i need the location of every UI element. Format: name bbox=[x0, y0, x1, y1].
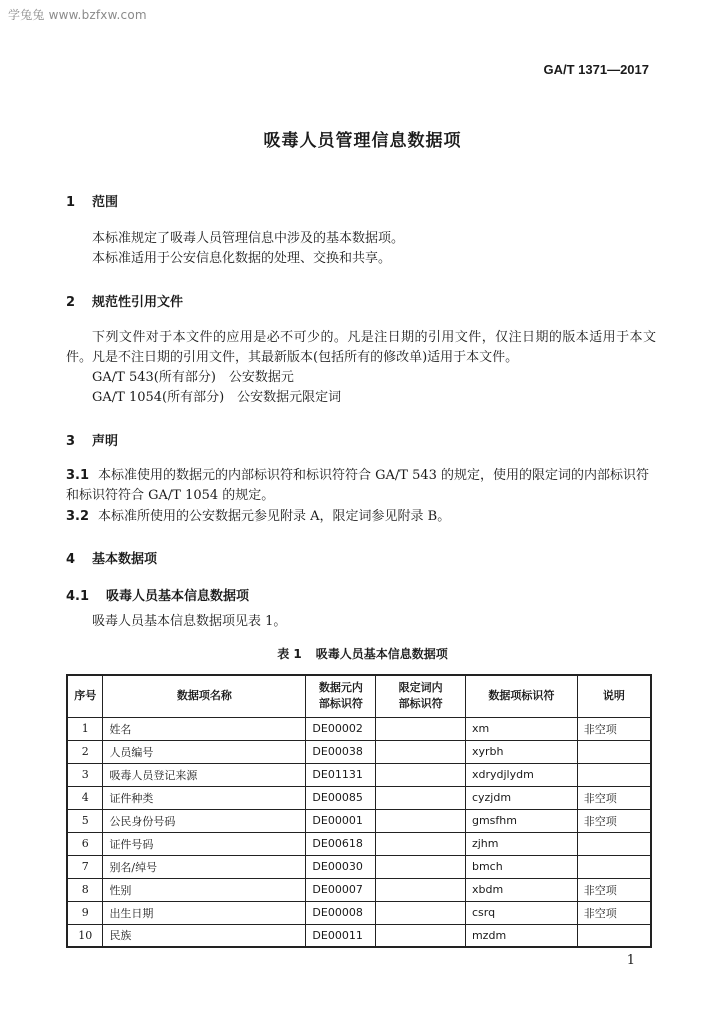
table-title: 吸毒人员基本信息数据项 bbox=[315, 647, 448, 661]
cell-element-id: DE00002 bbox=[306, 717, 376, 740]
cell-element-id: DE00001 bbox=[306, 809, 376, 832]
cell-item-identifier: cyzjdm bbox=[465, 786, 577, 809]
data-items-table bbox=[66, 674, 652, 948]
section-3-heading bbox=[66, 430, 118, 449]
section-number: 4 bbox=[66, 552, 76, 567]
table-row bbox=[67, 717, 651, 740]
clause-3-2 bbox=[66, 507, 450, 527]
cell-item-identifier: mzdm bbox=[465, 924, 577, 947]
section-number: 2 bbox=[66, 295, 76, 310]
watermark: 学兔兔 www.bzfxw.com bbox=[8, 8, 147, 22]
section-title: 声明 bbox=[92, 434, 119, 449]
cell-item-name: 证件号码 bbox=[103, 832, 306, 855]
cell-note: 非空项 bbox=[577, 786, 651, 809]
header-serial: 序号 bbox=[67, 675, 103, 717]
cell-note bbox=[577, 832, 651, 855]
cell-item-name: 姓名 bbox=[103, 717, 306, 740]
cell-item-identifier: xyrbh bbox=[465, 740, 577, 763]
table-caption bbox=[0, 645, 725, 662]
cell-qualifier-id bbox=[376, 855, 466, 878]
table-row bbox=[67, 809, 651, 832]
paragraph: 本标准规定了吸毒人员管理信息中涉及的基本数据项。 bbox=[92, 231, 405, 246]
cell-item-identifier: xm bbox=[465, 717, 577, 740]
cell-note: 非空项 bbox=[577, 901, 651, 924]
clause-number: 3.2 bbox=[66, 509, 90, 524]
clause-text-continued: 和标识符符合 GA/T 1054 的规定。 bbox=[66, 488, 275, 503]
cell-element-id: DE00008 bbox=[306, 901, 376, 924]
cell-note bbox=[577, 740, 651, 763]
cell-note bbox=[577, 763, 651, 786]
cell-item-name: 出生日期 bbox=[103, 901, 306, 924]
table-row bbox=[67, 786, 651, 809]
cell-qualifier-id bbox=[376, 740, 466, 763]
table-header-row bbox=[67, 675, 651, 717]
cell-qualifier-id bbox=[376, 924, 466, 947]
cell-qualifier-id bbox=[376, 763, 466, 786]
cell-item-name: 吸毒人员登记来源 bbox=[103, 763, 306, 786]
table-row bbox=[67, 878, 651, 901]
clause-3-1 bbox=[66, 466, 649, 486]
section-1-heading bbox=[66, 191, 118, 210]
paragraph: 吸毒人员基本信息数据项见表 1。 bbox=[92, 614, 287, 629]
cell-qualifier-id bbox=[376, 878, 466, 901]
header-item-identifier: 数据项标识符 bbox=[465, 675, 577, 717]
section-title: 基本数据项 bbox=[92, 552, 158, 567]
header-qualifier-id: 限定词内 部标识符 bbox=[376, 675, 466, 717]
cell-item-name: 性别 bbox=[103, 878, 306, 901]
cell-element-id: DE00030 bbox=[306, 855, 376, 878]
paragraph: 下列文件对于本文件的应用是必不可少的。凡是注日期的引用文件，仅注日期的版本适用于本文件。凡是不注日期的引用文件，其最新版本(包括所有的修改单)适用于本文件。 bbox=[66, 330, 656, 365]
cell-element-id: DE00085 bbox=[306, 786, 376, 809]
paragraph: 本标准适用于公安信息化数据的处理、交换和共享。 bbox=[92, 251, 392, 266]
cell-qualifier-id bbox=[376, 809, 466, 832]
cell-element-id: DE00007 bbox=[306, 878, 376, 901]
table-row bbox=[67, 924, 651, 947]
cell-note: 非空项 bbox=[577, 809, 651, 832]
cell-item-identifier: bmch bbox=[465, 855, 577, 878]
cell-item-identifier: xdrydjlydm bbox=[465, 763, 577, 786]
cell-serial: 1 bbox=[67, 717, 103, 740]
cell-element-id: DE00011 bbox=[306, 924, 376, 947]
clause-text: 本标准使用的数据元的内部标识符和标识符符合 GA/T 543 的规定，使用的限定词的内部标识符 bbox=[98, 468, 650, 483]
cell-note: 非空项 bbox=[577, 878, 651, 901]
cell-note bbox=[577, 924, 651, 947]
cell-serial: 7 bbox=[67, 855, 103, 878]
table-row bbox=[67, 855, 651, 878]
cell-item-name: 证件种类 bbox=[103, 786, 306, 809]
page-title: 吸毒人员管理信息数据项 bbox=[263, 131, 462, 151]
cell-item-identifier: xbdm bbox=[465, 878, 577, 901]
section-2-heading bbox=[66, 291, 183, 310]
document-code: GA/T 1371—2017 bbox=[543, 62, 649, 77]
cell-item-name: 别名/绰号 bbox=[103, 855, 306, 878]
cell-serial: 10 bbox=[67, 924, 103, 947]
cell-item-identifier: csrq bbox=[465, 901, 577, 924]
cell-note: 非空项 bbox=[577, 717, 651, 740]
cell-serial: 4 bbox=[67, 786, 103, 809]
cell-serial: 2 bbox=[67, 740, 103, 763]
cell-note bbox=[577, 855, 651, 878]
section-title: 范围 bbox=[92, 195, 119, 210]
table-row bbox=[67, 740, 651, 763]
cell-item-name: 人员编号 bbox=[103, 740, 306, 763]
clause-number: 3.1 bbox=[66, 468, 90, 483]
cell-serial: 3 bbox=[67, 763, 103, 786]
header-element-id: 数据元内 部标识符 bbox=[306, 675, 376, 717]
table-row bbox=[67, 832, 651, 855]
cell-serial: 9 bbox=[67, 901, 103, 924]
cell-element-id: DE01131 bbox=[306, 763, 376, 786]
subsection-4-1-heading bbox=[66, 585, 249, 604]
clause-text: 本标准所使用的公安数据元参见附录 A，限定词参见附录 B。 bbox=[98, 509, 451, 524]
cell-element-id: DE00038 bbox=[306, 740, 376, 763]
section-number: 1 bbox=[66, 195, 76, 210]
cell-qualifier-id bbox=[376, 786, 466, 809]
section-title: 规范性引用文件 bbox=[92, 295, 184, 310]
cell-serial: 5 bbox=[67, 809, 103, 832]
cell-serial: 6 bbox=[67, 832, 103, 855]
section-title: 吸毒人员基本信息数据项 bbox=[106, 589, 250, 604]
cell-item-identifier: gmsfhm bbox=[465, 809, 577, 832]
table-row bbox=[67, 763, 651, 786]
reference-item: GA/T 543(所有部分) 公安数据元 bbox=[92, 370, 294, 385]
cell-qualifier-id bbox=[376, 901, 466, 924]
cell-item-name: 民族 bbox=[103, 924, 306, 947]
table-row bbox=[67, 901, 651, 924]
reference-item: GA/T 1054(所有部分) 公安数据元限定词 bbox=[92, 390, 342, 405]
cell-item-name: 公民身份号码 bbox=[103, 809, 306, 832]
section-number: 3 bbox=[66, 434, 76, 449]
section-number: 4.1 bbox=[66, 589, 90, 604]
table-number: 表 1 bbox=[277, 647, 302, 661]
cell-element-id: DE00618 bbox=[306, 832, 376, 855]
cell-serial: 8 bbox=[67, 878, 103, 901]
cell-qualifier-id bbox=[376, 717, 466, 740]
cell-qualifier-id bbox=[376, 832, 466, 855]
cell-item-identifier: zjhm bbox=[465, 832, 577, 855]
section-4-heading bbox=[66, 548, 157, 567]
header-note: 说明 bbox=[577, 675, 651, 717]
page-number: 1 bbox=[626, 953, 635, 968]
header-item-name: 数据项名称 bbox=[103, 675, 306, 717]
